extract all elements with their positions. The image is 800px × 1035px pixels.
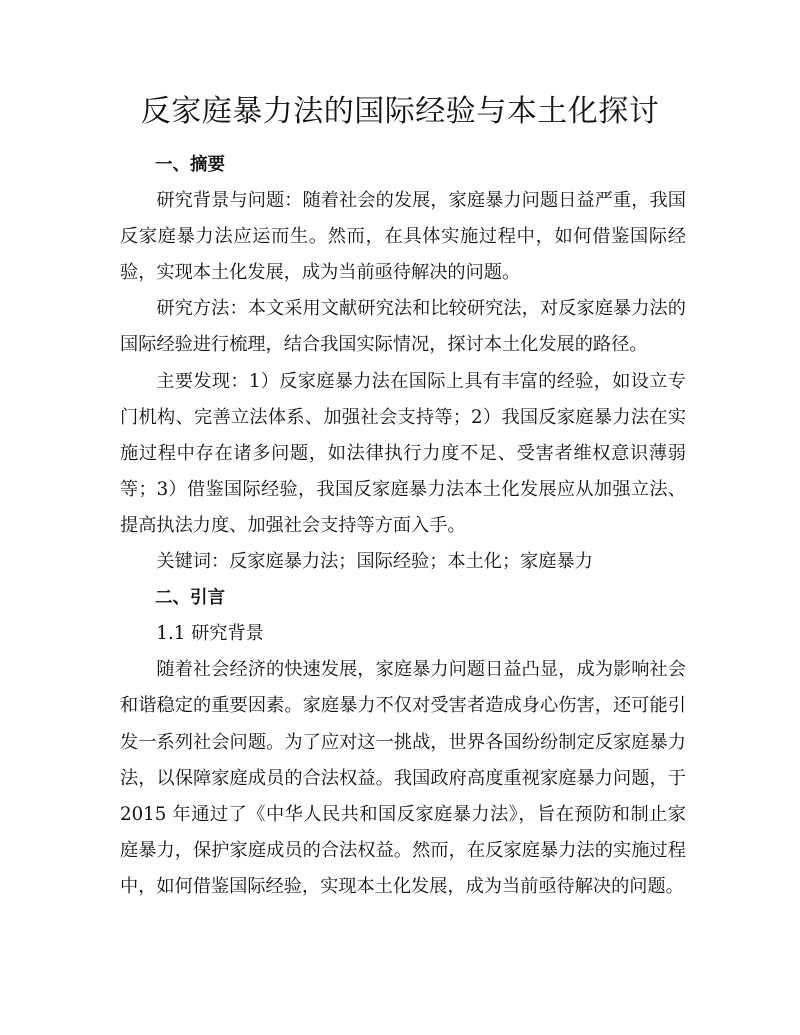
- page-title: 反家庭暴力法的国际经验与本土化探讨: [140, 94, 660, 129]
- section-heading-abstract: 一、摘要: [155, 155, 225, 175]
- paragraph-findings: 主要发现：1）反家庭暴力法在国际上具有丰富的经验，如设立专门机构、完善立法体系、加强社会支持等；2）我国反家庭暴力法在实施过程中存在诸多问题，如法律执行力度不足、受害者维权意识薄弱等；3）借鉴国际经验，我国反家庭暴力法本土化发展应从加强立法、提高执法力度、加强社会支持等方面入手。: [120, 370, 686, 536]
- paragraph-keywords: 关键词：反家庭暴力法；国际经验；本土化；家庭暴力: [156, 551, 593, 573]
- subsection-heading-background: 1.1 研究背景: [156, 623, 264, 645]
- paragraph-methods: 研究方法：本文采用文献研究法和比较研究法，对反家庭暴力法的国际经验进行梳理，结合我国实际情况，探讨本土化发展的路径。: [120, 298, 686, 356]
- section-heading-introduction: 二、引言: [155, 588, 225, 609]
- paragraph-introduction-background: 随着社会经济的快速发展，家庭暴力问题日益凸显，成为影响社会和谐稳定的重要因素。家庭暴力不仅对受害者造成身心伤害，还可能引发一系列社会问题。为了应对这一挑战，世界各国纷纷制定反家庭暴力法，以保障家庭成员的合法权益。我国政府高度重视家庭暴力问题，于 2015 年通过了《中华人民共和国反家庭暴力法》，旨在预防和制止家庭暴力，保护家庭成员的合法权益。然而，在反家庭暴力法的实施过程中，如何借鉴国际经验，实现本土化发展，成为当前亟待解决的问题。: [120, 659, 686, 897]
- document-body: [120, 147, 686, 905]
- paragraph-background: 研究背景与问题：随着社会的发展，家庭暴力问题日益严重，我国反家庭暴力法应运而生。然而，在具体实施过程中，如何借鉴国际经验，实现本土化发展，成为当前亟待解决的问题。: [120, 190, 686, 284]
